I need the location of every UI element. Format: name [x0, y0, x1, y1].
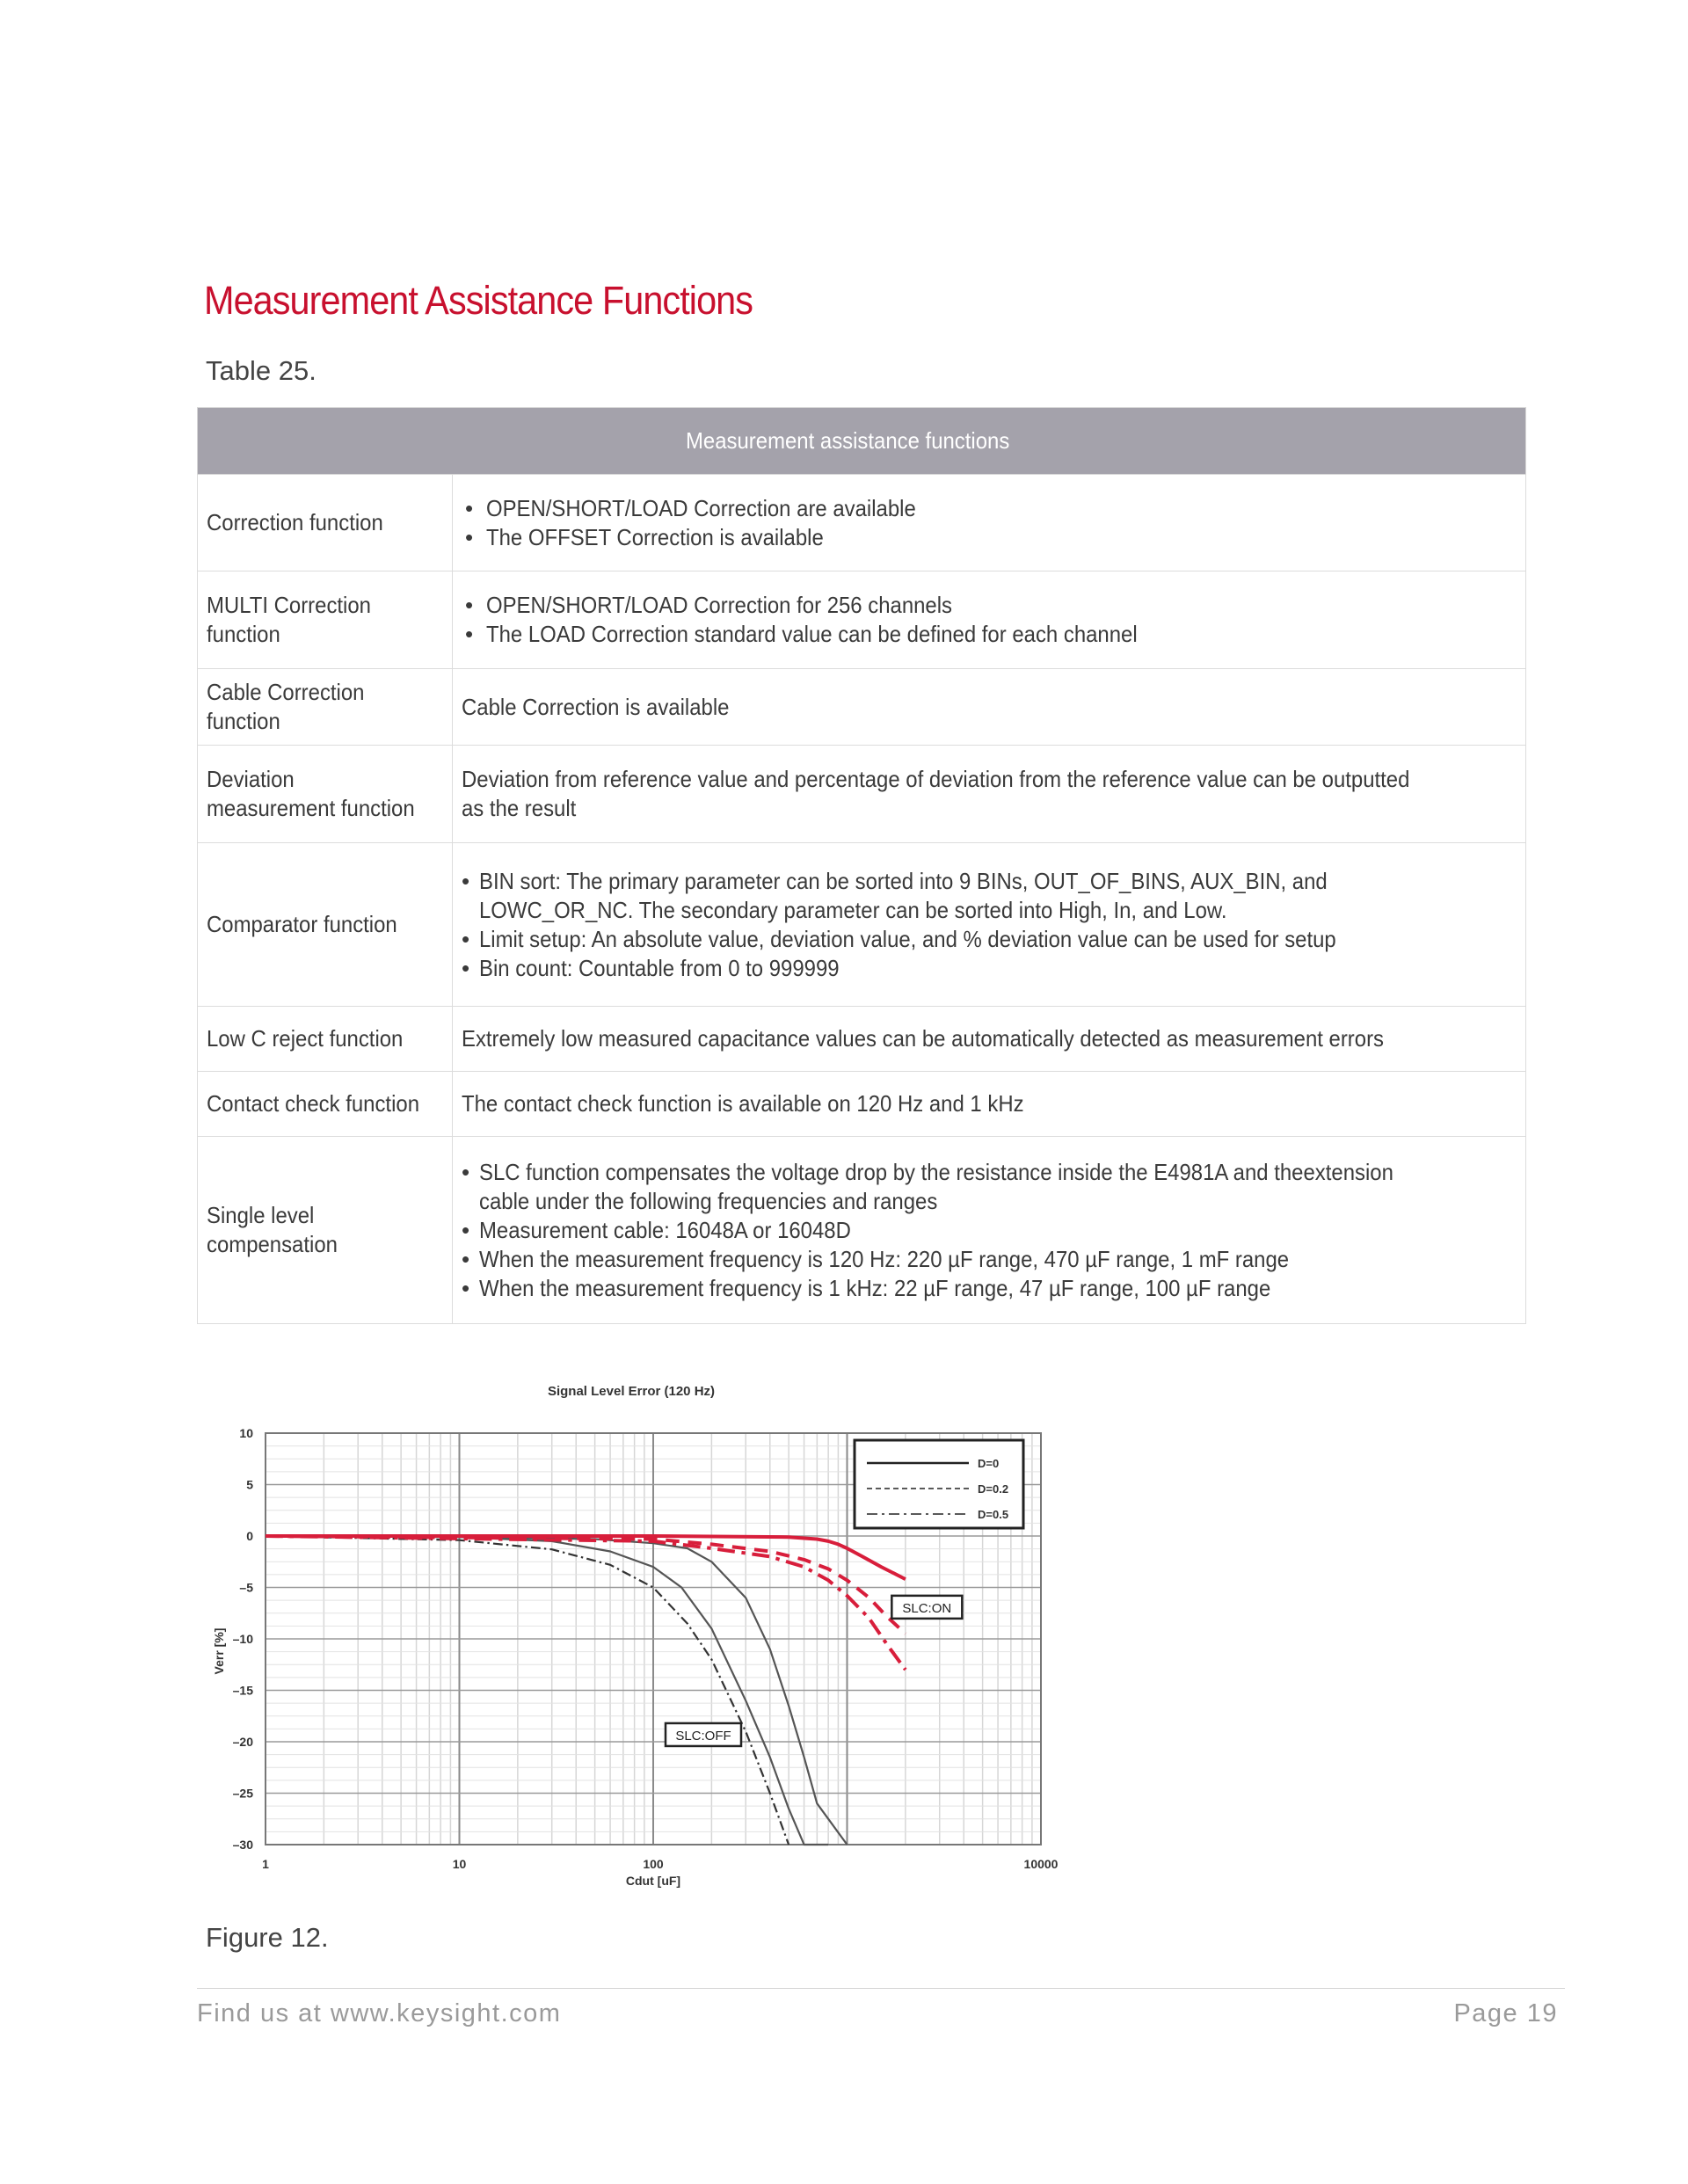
table-row — [198, 1007, 1526, 1072]
y-tick-label: 5 — [246, 1477, 253, 1492]
row-label: Low C reject function — [198, 1007, 453, 1072]
y-tick-label: 0 — [246, 1529, 253, 1543]
signal-level-error-chart — [197, 1363, 1076, 1890]
table-row — [198, 669, 1526, 746]
row-label: Comparator function — [198, 843, 453, 1007]
row-value: • BIN sort: The primary parameter can be sorted into 9 BINs, OUT_OF_BINS, AUX_BIN, and LOWC_OR_NC. The secondary parameter can be sorted into High, In, and Low. • Limit setup: An absolute value, deviation value, and % deviation value can be used for setup • Bin count: Countable from 0 to 999999 — [453, 843, 1526, 1007]
table-caption: Table 25. — [206, 355, 316, 386]
page-number: Page 19 — [1453, 1999, 1558, 2027]
chart-svg — [197, 1363, 1076, 1890]
row-label: MULTI Correction function — [198, 571, 453, 669]
row-label: Deviation measurement function — [198, 746, 453, 843]
table-row — [198, 475, 1526, 571]
page-title: Measurement Assistance Functions — [204, 278, 753, 323]
row-label: Single level compensation — [198, 1137, 453, 1324]
y-tick-label: –5 — [239, 1580, 253, 1595]
row-label: Contact check function — [198, 1072, 453, 1137]
x-axis-label: Cdut [uF] — [625, 1874, 681, 1888]
row-value: The contact check function is available on 120 Hz and 1 kHz — [453, 1072, 1526, 1137]
row-value: Cable Correction is available — [453, 669, 1526, 746]
table-row — [198, 1072, 1526, 1137]
legend-label: D=0.5 — [978, 1508, 1009, 1521]
row-label: Correction function — [198, 475, 453, 571]
annotation-label: SLC:ON — [902, 1600, 952, 1616]
row-value: • SLC function compensates the voltage drop by the resistance inside the E4981A and theextension cable under the following frequencies and ranges • Measurement cable: 16048A or 16048D • When the measurement frequency is 120 Hz: 220 µF range, 470 µF range, 1 mF range • When the measurement frequency is 1 kHz: 22 µF range, 47 µF range, 100 µF range — [453, 1137, 1526, 1324]
annotation-label: SLC:OFF — [675, 1728, 731, 1744]
footer-divider — [197, 1988, 1565, 1989]
y-tick-label: –20 — [232, 1735, 253, 1749]
x-tick-label: 10000 — [1023, 1857, 1059, 1871]
spec-table — [197, 407, 1526, 1324]
legend-label: D=0.2 — [978, 1482, 1009, 1496]
footer-website[interactable]: Find us at www.keysight.com — [197, 1999, 562, 2027]
legend-label: D=0 — [978, 1457, 1000, 1470]
x-tick-label: 10 — [452, 1857, 467, 1871]
row-value: Deviation from reference value and percentage of deviation from the reference value can be outputted as the result — [453, 746, 1526, 843]
y-tick-label: –15 — [232, 1683, 253, 1698]
table-row — [198, 1137, 1526, 1324]
figure-caption: Figure 12. — [206, 1922, 329, 1953]
y-tick-label: –10 — [232, 1632, 253, 1646]
y-tick-label: 10 — [239, 1426, 253, 1440]
row-label: Cable Correction function — [198, 669, 453, 746]
y-tick-label: –30 — [232, 1838, 253, 1852]
y-axis-label: Verr [%] — [212, 1627, 226, 1675]
table-header: Measurement assistance functions — [198, 408, 1526, 475]
table-row — [198, 571, 1526, 669]
row-value: Extremely low measured capacitance values can be automatically detected as measurement errors — [453, 1007, 1526, 1072]
chart-title: Signal Level Error (120 Hz) — [547, 1384, 716, 1399]
row-value: • OPEN/SHORT/LOAD Correction are available • The OFFSET Correction is available — [453, 475, 1526, 571]
x-tick-label: 100 — [643, 1857, 664, 1871]
table-row — [198, 746, 1526, 843]
x-tick-label: 1 — [262, 1857, 269, 1871]
y-tick-label: –25 — [232, 1786, 253, 1801]
row-value: • OPEN/SHORT/LOAD Correction for 256 channels • The LOAD Correction standard value can be defined for each channel — [453, 571, 1526, 669]
table-row — [198, 843, 1526, 1007]
